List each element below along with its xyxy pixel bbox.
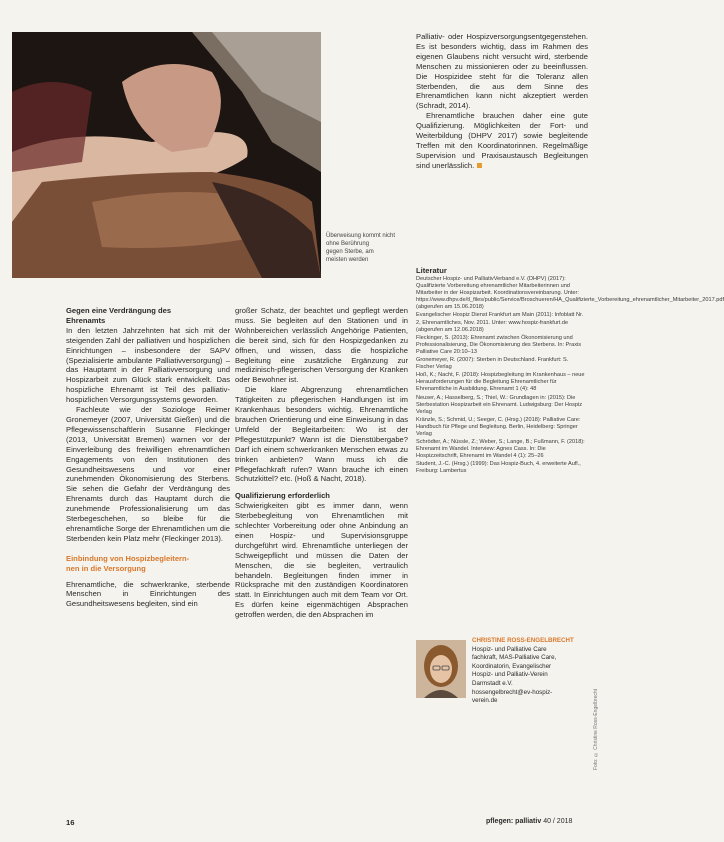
paragraph: Die klare Abgrenzung ehrenamtlichen Tätigkeiten zu pflegerischen Handlungen ist im Krankenhaus besonders wichtig. Ehrenamtliche brauchen Orientierung und eine Einweisung in das Umfeld der Begleitarbeiten: Wo ist der Pflegestützpunkt? Wann ist die Dienstübergabe? Darf ich einem schwerkranken Menschen etwas zu trinken anbieten? Wann muss ich die Pflegefachkraft rufen? Wann brauche ich einen Schutzkittel? etc. (Hoß & Nacht, 2018). — [235, 385, 408, 484]
heading-line: Gegen eine Verdrängung des — [66, 306, 172, 315]
author-line: Darmstadt e.V. — [472, 679, 513, 687]
magazine-footer — [486, 818, 572, 825]
author-email[interactable]: verein.de — [472, 697, 498, 705]
literature-entry: Neuser, A.; Hasselberg, S.; Thiel, W.: Grundlagen in: (2015): Die Sterbestation Hospizarbeit ein Ehrenamt. Ludwigsburg: Der Hospiz Verlag — [416, 394, 583, 415]
hands-illustration — [12, 32, 321, 278]
author-photo — [416, 640, 466, 698]
article-column-2 — [235, 306, 408, 620]
literature-entry: Schrödter, A.; Nüssle, Z.; Weber, S.; Lange, B.; Fußmann, F. (2018): Ehrenamt im Wandel. Interview: Agnes Cass. In: Die Hospizzeitschrift, Ehrenamt im Wandel 4 (1): 25–26 — [416, 439, 585, 460]
paragraph: Palliativ- oder Hospizversorgungsentgegenstehen. Es ist besonders wichtig, dass im Rahmen des eigenen Glaubens nicht versucht wird, sterbende Menschen zu missionieren oder zu beeinflussen. Die Hospizidee steht für die Toleranz allen Sterbenden, die aus dem Sinne des Ehrenamtlichen kann nicht akzeptiert werden (Schradt, 2014). — [416, 32, 588, 111]
literature-entry: Deutscher Hospiz- und PalliativVerband e.V. (DHPV) (2017): Qualifizierte Vorbereitung ehrenamtlicher Mitarbeiterinnen und Mitarbeiter in der Hospizarbeit. Koordinationsvereinbarung. Unter: https://www.dhpv.de/tl_files/public/Service/Broschueren/HA_Qualifizierte_Vorbereitung_ehrenamtlicher_Mitarbeiter_2017.pdf (abgerufen am 15.06.2018) — [416, 276, 724, 311]
magazine-title: pflegen: palliativ — [486, 818, 542, 825]
section-heading — [66, 554, 230, 574]
caption-line: gegen Sterbe, am — [326, 249, 374, 255]
photo-caption — [326, 232, 406, 264]
caption-line: Überweisung kommt nicht ohne Berührung — [326, 233, 396, 247]
paragraph: Ehrenamtliche, die schwerkranke, sterbende Menschen in Einrichtungen des Gesundheitswesens begleiten, sind ein — [66, 579, 230, 609]
literature-entry: Student, J.-C. (Hrsg.) (1999): Das Hospiz-Buch, 4. erweiterte Aufl., Freiburg: Lambertus — [416, 461, 581, 475]
article-column-1 — [66, 306, 230, 609]
literature-entry: Gronemeyer, R. (2007): Sterben in Deutschland. Frankfurt: S. Fischer Verlag — [416, 357, 569, 371]
paragraph: In den letzten Jahrzehnten hat sich mit der steigenden Zahl der palliativen und hospizlichen Einrichtungen – insbesondere der SAPV (Spezialisierte ambulante Palliativversorgung) – das Hauptamt in der Palliativversorgung und Hospizarbeit zum Glück stark entwickelt. Das hospizliche Ehrenamt ist Teil des palliativ-hospizlichen Versorgungssystems geworden. — [66, 325, 230, 405]
paragraph: großer Schatz, der beachtet und gepflegt werden muss. Sie begleiten auf den Stationen und in Wohnbereichen verlässlich Angehörige Patienten, die bereit sind, sich für den Hospizgedanken zu öffnen, und wissen, dass die hospizliche Begleitung eine zusätzliche Ergänzung zur medizinisch-pflegerischen Versorgung der Kranken oder Bewohner ist. — [235, 306, 408, 385]
magazine-issue: 40 / 2018 — [543, 818, 573, 825]
literature-entry: Kränzle, S.; Schmid, U.; Seeger, C. (Hrsg.) (2018): Palliative Care: Handbuch für Pflege und Begleitung. Berlin, Heidelberg: Springer Verlag — [416, 416, 581, 437]
paragraph: Fachleute wie der Soziologe Reimer Gronemeyer (2007, Universität Gießen) und die Pflegewissenschaftlerin Susanne Fleckinger (2013, Universität Bremen) warnen vor der Einverleibung des freiwilligen ehrenamtlichen Engagements von den Institutionen des Gesundheitswesens und vor einer zunehmenden Ökonomisierung des Sterbens. Sie sehen die Gefahr der Verdrängung des Ehrenamts durch das Hauptamt durch die zunehmende Professionalisierung um das Sterbegeschehen, so bleibe für die ehrenamtliche Sorge der Ehrenamtlichen um die Sterbenden kein Platz mehr (Fleckinger 2013). — [66, 405, 230, 543]
hands-photo — [12, 32, 321, 278]
author-line: Hospiz- und Palliative Care — [472, 645, 547, 653]
literature-list — [416, 276, 724, 477]
author-portrait — [416, 640, 466, 698]
article-column-3 — [416, 32, 588, 171]
literature-entry: Evangelischer Hospiz Dienst Frankfurt am Main (2011): Infoblatt Nr. 2, Ehrenamtliches, Nov. 2011. Unter: www.hospiz-frankfurt.de (abgerufen am 12.06.2018) — [416, 312, 584, 333]
end-of-article-icon — [477, 163, 482, 168]
paragraph — [416, 111, 588, 170]
paragraph: Schwierigkeiten gibt es immer dann, wenn Sterbebegleitung von Ehrenamtlichen mit schlechter Vorbereitung oder ohne Anbindung an einen Hospiz- und Supervisionsgruppe durchgeführt wird. Ehrenamtliche unterliegen der Schweigepflicht und müssen die Daten der Menschen, die sie begleiten, vertraulich behandeln. Begleitungen finden immer in Rücksprache mit den zuständigen Koordinatoren statt. In Einrichtungen auch mit dem Team vor Ort. Es dürfen keine eigenmächtigen Absprachen getroffen werden, die den Absprachen im — [235, 501, 408, 620]
literature-entry: Hoß, K.; Nacht, F. (2018): Hospizbegleitung im Krankenhaus – neue Herausforderungen für die Begleitung Ehrenamtlicher für Ehrenamtliche in Ausbildung, Ehrenamt 1 (4): 48 — [416, 372, 585, 393]
author-line: fachkraft, MAS-Palliative Care, — [472, 654, 557, 662]
page-number: 16 — [66, 818, 75, 827]
author-line: Koordinatorin, Evangelischer — [472, 662, 552, 670]
heading-line: Einbindung von Hospizbegleitern- — [66, 553, 190, 563]
literature-heading: Literatur — [416, 266, 447, 275]
photo-credit: Foto: © Christine Ross-Engelbrecht — [593, 688, 599, 770]
heading-line: Ehrenamts — [66, 315, 106, 325]
author-line: Hospiz- und Palliativ-Verein — [472, 671, 548, 679]
paragraph-text: Ehrenamtliche brauchen daher eine gute Qualifizierung. Möglichkeiten der Fort- und Weiterbildung (DHPV 2017) sowie begleitende Treffen mit den Koordinatorinnen. Regelmäßige Supervision und Praxisaustausch Begleitungen sind unerlässlich. — [416, 111, 588, 170]
literature-entry: Fleckinger, S. (2013): Ehrenamt zwischen Ökonomisierung und Professionalisierung, Die Ökonomisierung des Sterbens. In: Praxis Palliative Care 20:10–13 — [416, 334, 582, 355]
section-heading — [66, 306, 230, 326]
author-email[interactable]: hossengelbrecht@ev-hospiz- — [472, 688, 553, 696]
author-name: CHRISTINE ROSS-ENGELBRECHT — [472, 637, 574, 644]
author-info — [472, 637, 590, 706]
section-heading: Qualifizierung erforderlich — [235, 491, 330, 501]
caption-line: meisten werden — [326, 257, 369, 263]
heading-line: nen in die Versorgung — [66, 563, 146, 573]
